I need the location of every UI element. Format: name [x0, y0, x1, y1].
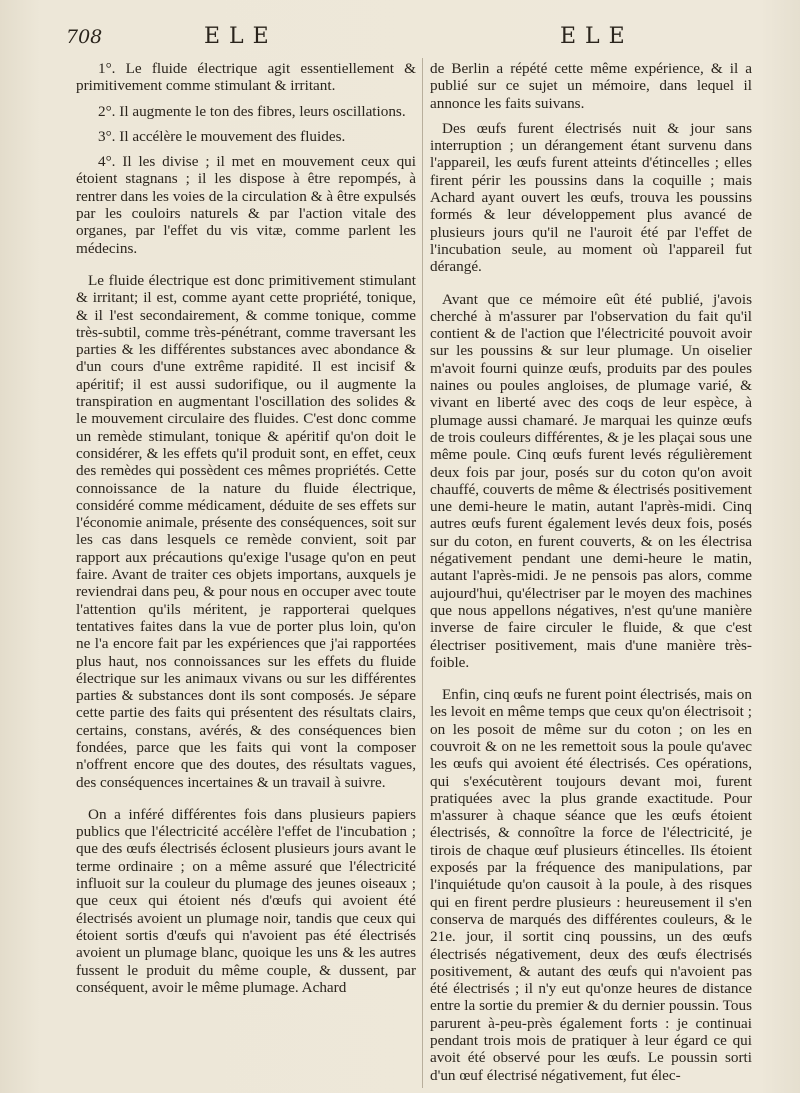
column-divider: [422, 58, 423, 1088]
left-column: [76, 60, 416, 996]
paragraph-3: 3°. Il accélère le mouvement des fluides.: [98, 127, 346, 145]
paragraph-4: 4°. Il les divise ; il met en mouvement ceux qui étoient stagnans ; il les dispose à être repompés, à rentrer dans les voies de la circulation & à être expulsés par les couloirs naturels & par l'action vitale des organes, par l'effet du vis vitæ, comme parlent les médecins.: [76, 153, 416, 257]
paragraph-10: Enfin, cinq œufs ne furent point électrisés, mais on les levoit en même temps que ceux qu'on électrisoit ; on les posoit de même sur du coton ; on les en couvroit & on ne les remettoit sous la poule qu'avec les œufs qui avoient été électrisés. Ces opérations, qui s'exécutèrent toujours devant moi, furent pratiquées avec la plus grande exactitude. Pour m'assurer à chaque séance que les œufs étoient électrisés, & connoître la force de l'électricité, je tirois de chaque œuf plusieurs étincelles. Ils étoient exposés par la fréquence des manipulations, par l'inquiétude qu'on causoit à la poule, à des risques qui en firent perdre plusieurs : heureusement il s'en conserva de marqués des différentes couleurs, & le 21e. jour, il sortit cinq poussins, un des œufs électrisés négativement, deux des œufs électrisés positivement, & autant des œufs qui n'avoient pas été électrisés ; il n'y eut qu'onze heures de distance entre la sortie du premier & du dernier poussin. Tous parurent à-peu-près également forts : je continuai pendant trois mois de pratiquer à leur égard ce qui avoit été observé pour les œufs. Le poussin sorti d'un œuf électrisé négativement, fut élec-: [430, 686, 752, 1084]
paragraph-1: 1°. Le fluide électrique agit essentiellement & primitivement comme stimulant & irritant.: [76, 60, 416, 95]
running-head-right: ELE: [560, 24, 634, 49]
paragraph-7: de Berlin a répété cette même expérience, & il a publié sur ce sujet un mémoire, dans lequel il annonce les faits suivans.: [430, 60, 752, 112]
page-number: 708: [66, 26, 103, 48]
paragraph-6: On a inféré différentes fois dans plusieurs papiers publics que l'électricité accélère l'effet de l'incubation ; que des œufs électrisés éclosent plusieurs jours avant le terme ordinaire ; on a même assuré que l'électricité influoit sur la couleur du plumage des jeunes oiseaux ; que ceux qui étoient nés d'œufs qui avoient été électrisés avoient un plumage noir, tandis que ceux qui étoient sortis d'œufs qui n'avoient pas été électrisés avoient un plumage blanc, quoique les uns & les autres fussent le produit du même couple, & dussent, par conséquent, avoir le même plumage. Achard: [76, 805, 416, 996]
paragraph-8: Des œufs furent électrisés nuit & jour sans interruption ; un dérangement étant survenu dans l'appareil, les œufs furent atteints d'étincelles ; elles firent périr les poussins dans la coquille ; mais Achard ayant ouvert les œufs, trouva les poussins formés & leur développement plus avancé de plusieurs jours qu'il ne l'auroit été par l'effet de l'incubation seule, au moment où l'appareil fut dérangé.: [430, 119, 752, 276]
running-head-left: ELE: [204, 24, 278, 49]
paragraph-9: Avant que ce mémoire eût été publié, j'avois cherché à m'assurer par l'observation du fait qu'il contient & de l'action que l'électricité pouvoit avoir sur les poussins & sur leur plumage. Un oiselier m'avoit fourni quinze œufs, produits par des poules naines ou poules angloises, de plumage varié, & vivant en liberté avec des coqs de leur espèce, à plumage aussi chamaré. Je marquai les quinze œufs de trois couleurs différentes, & je les plaçai sous une même poule. Cinq œufs furent levés régulièrement deux fois par jour, posés sur du coton qu'on avoit chauffé, couverts de même & électrisés positivement une demi-heure le matin, autant l'après-midi. Cinq autres œufs furent également levés deux fois, posés sur du coton, en furent couverts, & on les électrisa négativement pendant une demi-heure le matin, autant l'après-midi. Je ne pensois pas alors, comme aujourd'hui, qu'électriser par le moyen des machines que nous appellons négatives, n'est qu'une manière inverse de faire circuler le fluide, & que c'est électriser positivement, mais d'une manière très-foible.: [430, 290, 752, 671]
page-header: [0, 24, 800, 54]
paragraph-2: 2°. Il augmente le ton des fibres, leurs oscillations.: [98, 102, 406, 120]
right-column: [430, 60, 752, 1084]
paragraph-5: Le fluide électrique est donc primitivement stimulant & irritant; il est, comme ayant cette propriété, tonique, & il l'est secondairement, & comme tonique, comme très-subtil, comme très-pénétrant, comme traversant les parties & les différentes substances avec abondance & d'un cours d'une extrême rapidité. Il est incisif & apéritif; il est aussi sudorifique, ou il augmente la transpiration en augmentant l'oscillation des solides & le mouvement circulaire des fluides. C'est donc comme un remède stimulant, tonique & apéritif qu'on doit le considérer, & les effets qu'il produit sont, en effet, ceux des remèdes qui possèdent ces mêmes propriétés. Cette connoissance de la nature du fluide électrique, considéré comme médicament, déduite de ses effets sur l'économie animale, présente des conséquences, soit sur les cas dans lesquels ce remède convient, soit par rapport aux précautions qu'exige l'usage qu'on en peut faire. Avant de traiter ces objets importans, auxquels je reviendrai dans peu, & pour nous en occuper avec toute l'attention qu'ils méritent, je rapporterai quelques tentatives faites dans la vue de porter plus loin, qu'on ne l'a encore fait par les expériences que j'ai rapportées plus haut, nos connoissances sur les effets du fluide électrique sur les animaux vivans ou sur les différentes parties & substances dont ils sont composés. Je sépare cette partie des faits qui présentent des résultats clairs, certains, constans, avérés, & des conséquences bien fondées, parce que les faits qui vont la composer n'offrent encore que des doutes, des résultats vagues, des conséquences incertaines & un travail à suivre.: [76, 271, 416, 791]
